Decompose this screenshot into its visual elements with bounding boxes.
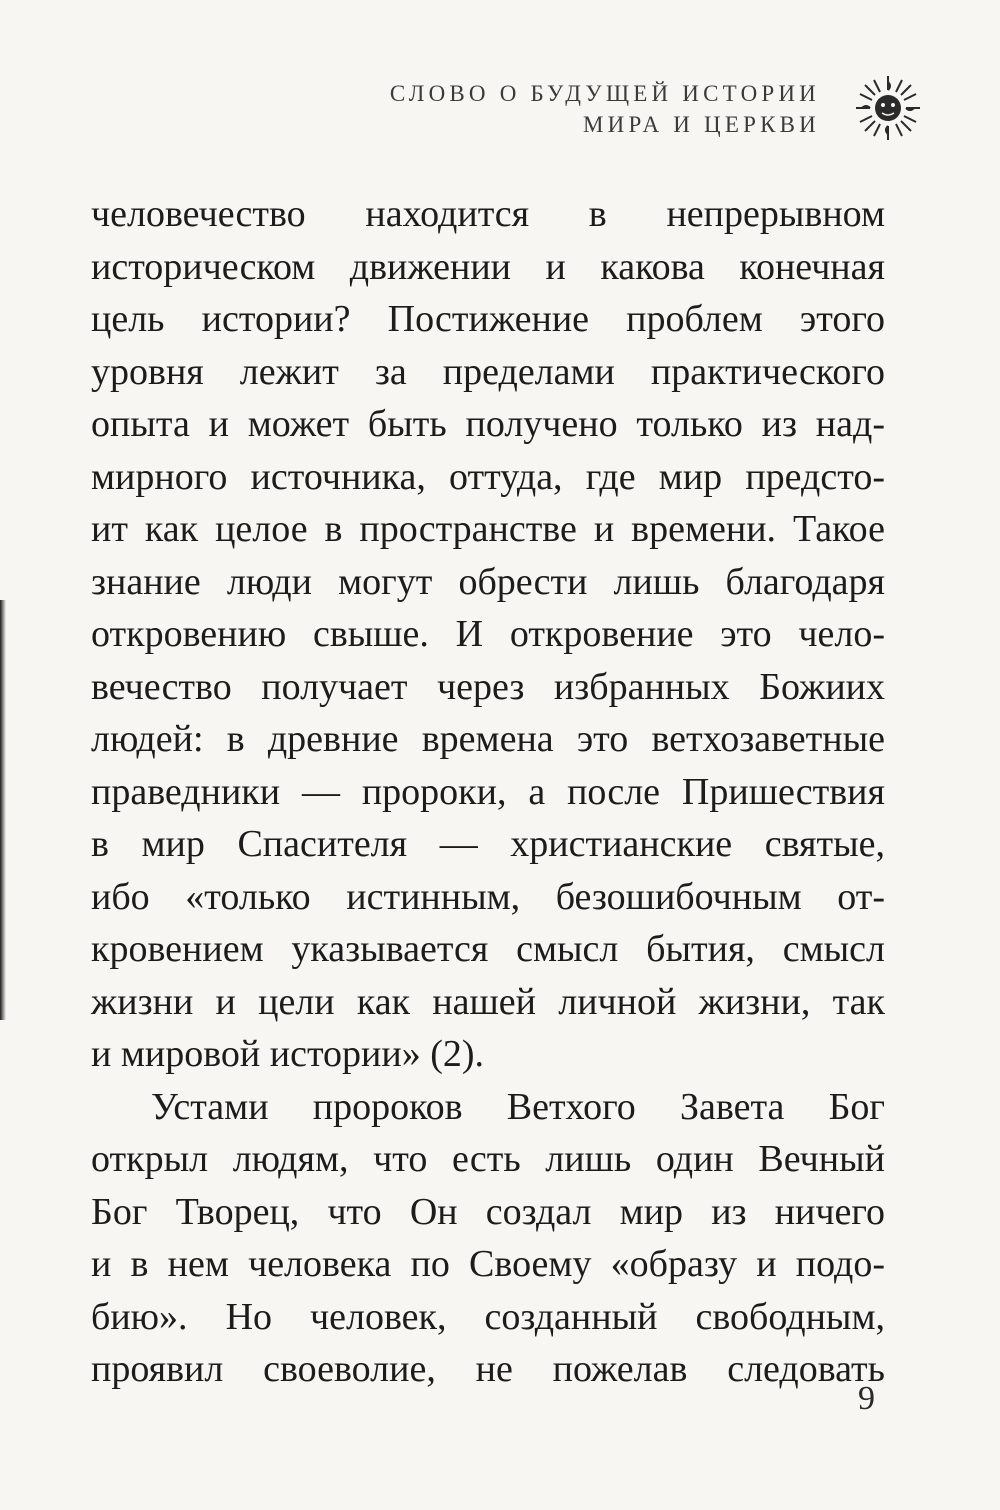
text-line: праведники — пророки, а после Пришествия — [91, 770, 885, 813]
text-line: откровению свыше. И откровение это чело- — [91, 613, 885, 655]
text-line: знание люди могут обрести лишь благодаря — [91, 560, 885, 603]
page-number: 9 — [858, 1380, 875, 1417]
page-edge-shadow — [0, 600, 6, 1020]
sun-ornament-icon — [852, 72, 924, 144]
text-line: и мировой истории» (2). — [91, 1033, 485, 1075]
text-line: кровением указывается смысл бытия, смысл — [91, 928, 885, 970]
text-line: вечество получает через избранных Божиих — [91, 665, 885, 708]
running-header-line-1: СЛОВО О БУДУЩЕЙ ИСТОРИИ — [389, 81, 820, 106]
text-line: ит как целое в пространстве и времени. Такое — [91, 508, 885, 550]
text-line: мирного источника, оттуда, где мир предсто- — [91, 455, 885, 498]
text-line: проявил своеволие, не пожелав следовать — [91, 1348, 885, 1390]
text-line: ибо «только истинным, безошибочным от- — [91, 875, 885, 918]
text-line: в мир Спасителя — христианские святые, — [91, 823, 885, 865]
text-line: жизни и цели как нашей личной жизни, так — [91, 980, 885, 1023]
running-header-line-2: МИРА И ЦЕРКВИ — [583, 112, 820, 137]
text-line: опыта и может быть получено только из над- — [91, 403, 885, 445]
text-line: Бог Творец, что Он создал мир из ничего — [91, 1190, 885, 1233]
text-line: людей: в древние времена это ветхозаветные — [91, 718, 885, 760]
text-line: цель истории? Постижение проблем этого — [91, 298, 885, 340]
text-line: Устами пророков Ветхого Завета Бог — [151, 1085, 885, 1128]
text-line: историческом движении и какова конечная — [91, 245, 885, 288]
body-text — [91, 188, 885, 1396]
text-line: человечество находится в непрерывном — [91, 193, 885, 235]
text-line: уровня лежит за пределами практического — [91, 350, 885, 393]
text-line: бию». Но человек, созданный свободным, — [91, 1295, 885, 1338]
text-line: и в нем человека по Своему «образу и подо- — [91, 1243, 885, 1285]
text-line: открыл людям, что есть лишь один Вечный — [91, 1138, 885, 1180]
running-header — [390, 78, 820, 140]
